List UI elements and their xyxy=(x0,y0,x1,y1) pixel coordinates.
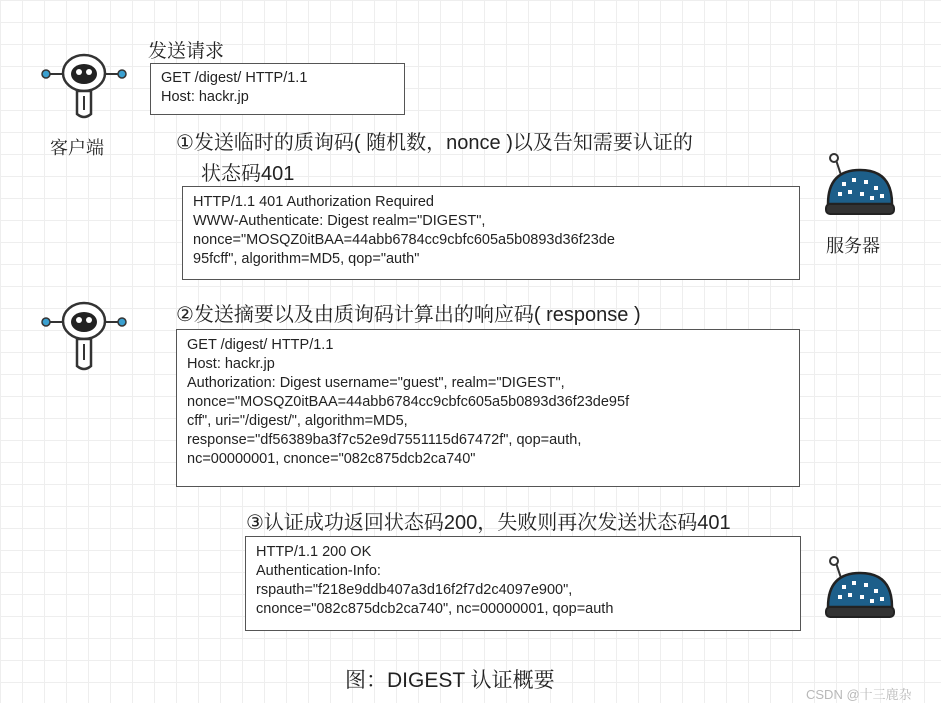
watermark: CSDN @十三鹿杂 xyxy=(806,687,912,702)
step1-title-cont: 状态码401 xyxy=(201,163,295,185)
request-line: Host: hackr.jp xyxy=(161,89,249,105)
server-label: 服务器 xyxy=(826,236,880,256)
response-401-line: WWW-Authenticate: Digest realm="DIGEST", xyxy=(193,213,486,229)
auth-request-line: nc=00000001, cnonce="082c875dcb2ca740" xyxy=(187,451,476,467)
response-401-line: 95fcff", algorithm=MD5, qop="auth" xyxy=(193,251,420,267)
figure-caption: 图：DIGEST 认证概要 xyxy=(345,669,555,692)
auth-request-line: response="df56389ba3f7c52e9d7551115d67472f", qop=auth, xyxy=(187,432,582,448)
request-box xyxy=(150,63,405,115)
client-label: 客户端 xyxy=(50,138,104,158)
response-401-line: HTTP/1.1 401 Authorization Required xyxy=(193,194,434,210)
client-robot-icon xyxy=(40,50,128,122)
auth-request-line: cff", uri="/digest/", algorithm=MD5, xyxy=(187,413,408,429)
server-dome-icon xyxy=(822,152,896,224)
server-dome-icon xyxy=(822,555,896,627)
step3-title: ③认证成功返回状态码200，失败则再次发送状态码401 xyxy=(246,512,731,534)
auth-request-line: Host: hackr.jp xyxy=(187,356,275,372)
auth-request-line: nonce="MOSQZ0itBAA=44abb6784cc9cbfc605a5b0893d36f23de95f xyxy=(187,394,630,410)
response-200-line: Authentication-Info: xyxy=(256,563,381,579)
response-200-line: HTTP/1.1 200 OK xyxy=(256,544,372,560)
response-200-line: cnonce="082c875dcb2ca740", nc=00000001, qop=auth xyxy=(256,601,614,617)
response-401-line: nonce="MOSQZ0itBAA=44abb6784cc9cbfc605a5b0893d36f23de xyxy=(193,232,615,248)
step2-title: ②发送摘要以及由质询码计算出的响应码( response ) xyxy=(176,304,641,326)
auth-request-box xyxy=(176,329,800,487)
response-401-box xyxy=(182,186,800,280)
response-200-line: rspauth="f218e9ddb407a3d16f2f7d2c4097e900", xyxy=(256,582,573,598)
response-200-box xyxy=(245,536,801,631)
auth-request-line: Authorization: Digest username="guest", realm="DIGEST", xyxy=(187,375,565,391)
auth-request-line: GET /digest/ HTTP/1.1 xyxy=(187,337,334,353)
send-request-label: 发送请求 xyxy=(148,41,225,62)
client-robot-icon xyxy=(40,292,128,374)
step1-title: ①发送临时的质询码( 随机数，nonce )以及告知需要认证的 xyxy=(176,132,693,154)
request-line: GET /digest/ HTTP/1.1 xyxy=(161,70,308,86)
